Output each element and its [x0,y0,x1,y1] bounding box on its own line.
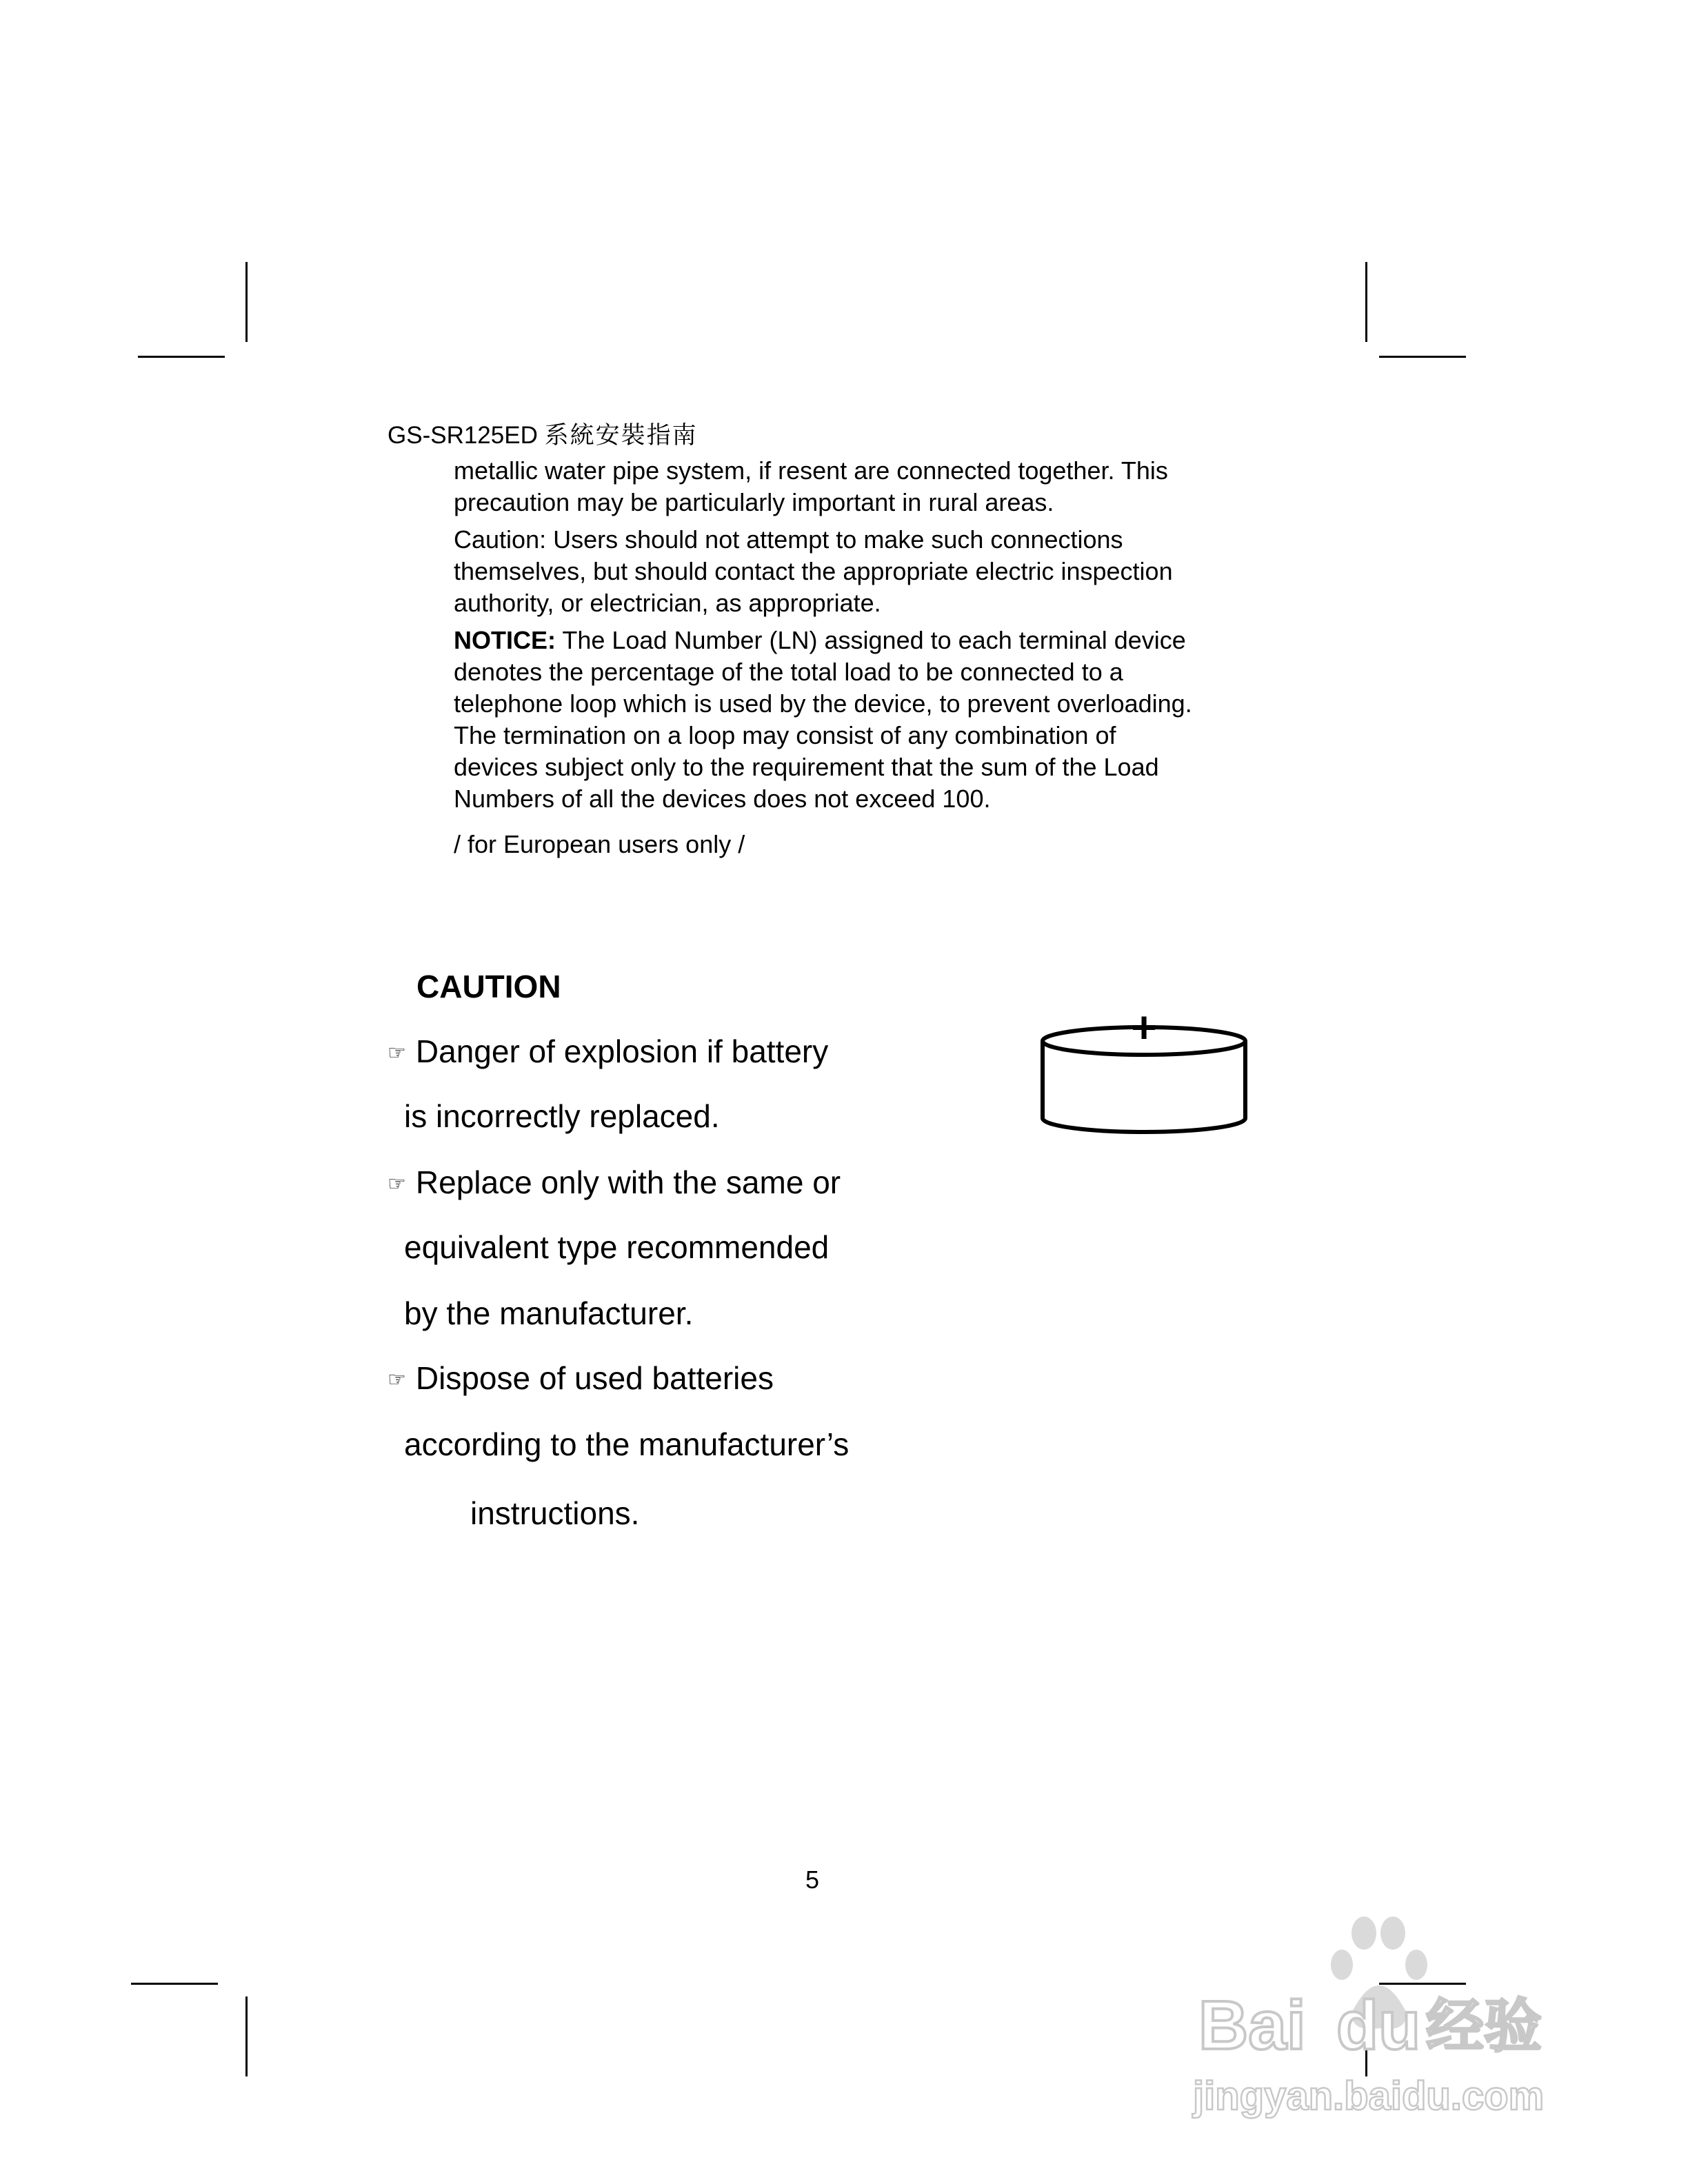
text-line: Caution: Users should not attempt to make such connections [454,525,1123,554]
text-line: metallic water pipe system, if resent are connected together. This [454,456,1168,485]
document-header [388,416,698,451]
caution-line: according to the manufacturer’s [404,1426,850,1462]
paragraph-notice [454,625,1267,815]
coin-battery-icon [1038,1013,1252,1151]
text-line: telephone loop which is used by the device, to prevent overloading. [454,689,1192,718]
caution-line: ☞ Replace only with the same or [388,1164,841,1200]
caution-line: equivalent type recommended [404,1229,830,1265]
battery-plus-sign: + [1131,1013,1157,1052]
notice-text: The Load Number (LN) assigned to each terminal device [556,626,1186,654]
text-line: Numbers of all the devices does not exceed 100. [454,785,991,813]
crop-mark-bottom-left-horizontal [131,1983,218,1985]
caution-line: ☞ Danger of explosion if battery [388,1033,829,1069]
caution-line: ☞ Dispose of used batteries [388,1360,774,1396]
pointing-hand-icon: ☞ [388,1368,406,1392]
text-line [454,625,1267,656]
text-line: devices subject only to the requirement that the sum of the Load [454,753,1159,781]
watermark-url: jingyan.baidu.com [1193,2074,1545,2119]
crop-mark-top-left-vertical [245,262,248,342]
watermark-brand: Bai [1198,1987,1306,2064]
caution-title: CAUTION [416,969,561,1004]
text-line: authority, or electrician, as appropriate. [454,589,881,617]
crop-mark-top-right-vertical [1365,262,1367,342]
text-line: denotes the percentage of the total load to be connected to a [454,658,1123,686]
european-users-note [454,829,1267,860]
crop-mark-top-left-horizontal [138,356,225,358]
paragraph-ground-connection [454,455,1267,518]
caution-line: by the manufacturer. [404,1295,694,1331]
model-number: GS-SR125ED [388,422,538,449]
header-title: 系統安裝指南 [544,422,698,449]
text-line: The termination on a loop may consist of any combination of [454,721,1116,749]
text-line: themselves, but should contact the appropriate electric inspection [454,557,1173,585]
baidu-jingyan-watermark [1186,1910,1572,2130]
page-number: 5 [805,1866,820,1894]
caution-line: instructions. [470,1495,640,1531]
pointing-hand-icon: ☞ [388,1172,406,1196]
text-line: / for European users only / [454,830,745,858]
pointing-hand-icon: ☞ [388,1041,406,1065]
watermark-cjk: 经验 [1426,1992,1543,2060]
paragraph-caution-connections [454,524,1267,619]
caution-line: is incorrectly replaced. [404,1098,720,1134]
text-line: precaution may be particularly important in rural areas. [454,488,1054,516]
crop-mark-top-right-horizontal [1379,356,1466,358]
watermark-brand-du: du [1336,1987,1421,2064]
crop-mark-bottom-left-vertical [245,1996,248,2076]
notice-label: NOTICE: [454,626,556,654]
